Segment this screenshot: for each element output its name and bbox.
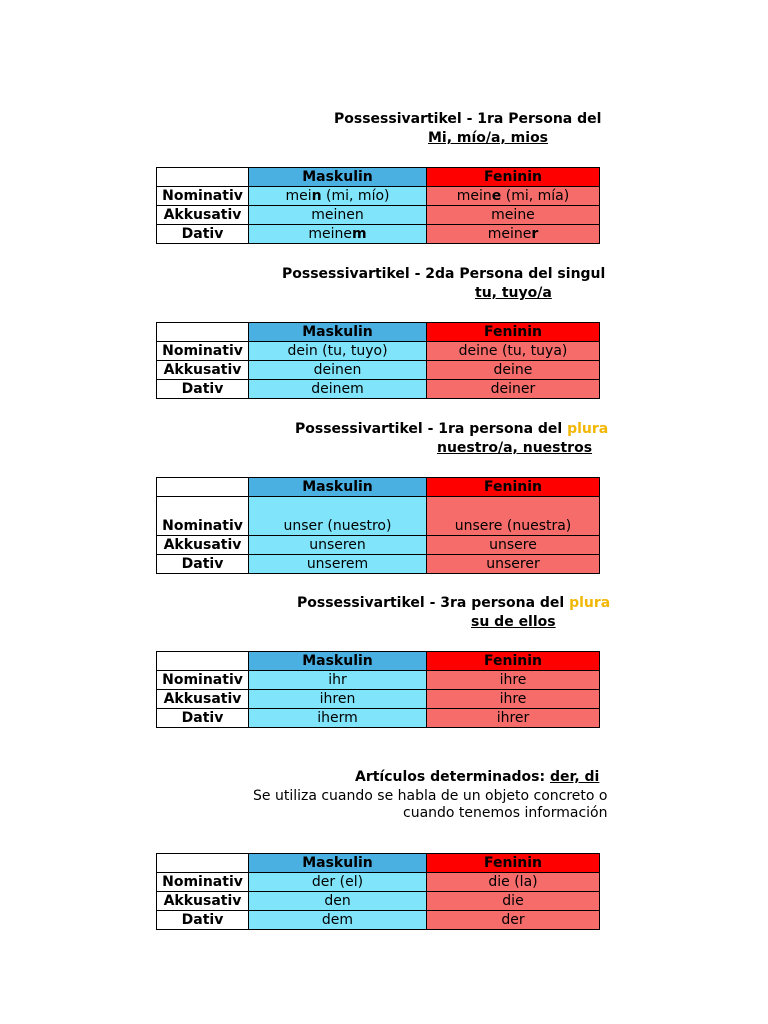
fem-cell: ihre xyxy=(427,671,600,690)
section-subtitle xyxy=(471,613,556,631)
fem-cell: die xyxy=(427,892,600,911)
table-row xyxy=(157,911,600,930)
masc-cell: mein (mi, mío) xyxy=(249,187,427,206)
fem-cell: deine (tu, tuya) xyxy=(427,342,600,361)
fem-cell: unsere (nuestra) xyxy=(427,497,600,536)
section-title xyxy=(355,768,599,786)
title-highlight: plura xyxy=(569,595,611,611)
table-row xyxy=(157,206,600,225)
declension-table-4 xyxy=(156,651,600,728)
case-label: Dativ xyxy=(157,225,249,244)
description-line-1: Se utiliza cuando se habla de un objeto concreto o xyxy=(253,788,608,804)
fem-header: Feninin xyxy=(427,652,600,671)
fem-cell: deine xyxy=(427,361,600,380)
header-row xyxy=(157,854,600,873)
section-subtitle xyxy=(437,439,592,457)
fem-cell: unsere xyxy=(427,536,600,555)
masc-header: Maskulin xyxy=(249,854,427,873)
corner-cell xyxy=(157,323,249,342)
table-row xyxy=(157,187,600,206)
table-row xyxy=(157,342,600,361)
title-underlined: der, di xyxy=(549,769,600,785)
fem-cell: ihre xyxy=(427,690,600,709)
table-row xyxy=(157,361,600,380)
declension-table-1 xyxy=(156,167,600,244)
subtitle-text: nuestro/a, nuestros xyxy=(437,440,593,456)
fem-header: Feninin xyxy=(427,323,600,342)
section-title xyxy=(282,265,605,283)
section-subtitle xyxy=(475,284,552,302)
header-row xyxy=(157,323,600,342)
title-text: Artículos determinados: xyxy=(355,769,550,785)
masc-cell: meinen xyxy=(249,206,427,225)
title-text: Possessivartikel - 1ra Persona del xyxy=(334,111,602,127)
fem-cell: meine xyxy=(427,206,600,225)
table-row xyxy=(157,497,600,536)
masc-cell: dem xyxy=(249,911,427,930)
table-row xyxy=(157,690,600,709)
case-label: Nominativ xyxy=(157,671,249,690)
masc-header: Maskulin xyxy=(249,168,427,187)
corner-cell xyxy=(157,652,249,671)
corner-cell xyxy=(157,478,249,497)
fem-header: Feninin xyxy=(427,478,600,497)
masc-cell: meinem xyxy=(249,225,427,244)
masc-cell: unser (nuestro) xyxy=(249,497,427,536)
masc-cell: dein (tu, tuyo) xyxy=(249,342,427,361)
subtitle-text: su de ellos xyxy=(471,614,556,630)
case-label: Dativ xyxy=(157,555,249,574)
masc-cell: deinem xyxy=(249,380,427,399)
masc-cell: deinen xyxy=(249,361,427,380)
title-text: Possessivartikel - 1ra persona del xyxy=(295,421,568,437)
title-highlight: plura xyxy=(567,421,609,437)
corner-cell xyxy=(157,854,249,873)
masc-cell: unserem xyxy=(249,555,427,574)
case-label: Nominativ xyxy=(157,187,249,206)
declension-table-3 xyxy=(156,477,600,574)
table-row xyxy=(157,671,600,690)
case-label: Nominativ xyxy=(157,342,249,361)
masc-cell: iherm xyxy=(249,709,427,728)
corner-cell xyxy=(157,168,249,187)
fem-cell: der xyxy=(427,911,600,930)
case-label: Nominativ xyxy=(157,873,249,892)
subtitle-text: Mi, mío/a, mios xyxy=(428,130,549,146)
table-row xyxy=(157,709,600,728)
header-row xyxy=(157,168,600,187)
case-label: Akkusativ xyxy=(157,361,249,380)
table-row xyxy=(157,873,600,892)
masc-cell: der (el) xyxy=(249,873,427,892)
subtitle-text: tu, tuyo/a xyxy=(475,285,552,301)
header-row xyxy=(157,652,600,671)
header-row xyxy=(157,478,600,497)
fem-cell: meiner xyxy=(427,225,600,244)
masc-cell: ihr xyxy=(249,671,427,690)
fem-cell: unserer xyxy=(427,555,600,574)
masc-header: Maskulin xyxy=(249,478,427,497)
section-title xyxy=(297,594,610,612)
case-label: Dativ xyxy=(157,911,249,930)
title-text: Possessivartikel - 3ra persona del xyxy=(297,595,570,611)
description-line-2: cuando tenemos información xyxy=(403,805,608,821)
table-row xyxy=(157,536,600,555)
case-label: Akkusativ xyxy=(157,206,249,225)
case-label: Dativ xyxy=(157,380,249,399)
table-row xyxy=(157,225,600,244)
declension-table-2 xyxy=(156,322,600,399)
masc-header: Maskulin xyxy=(249,652,427,671)
fem-header: Feninin xyxy=(427,168,600,187)
fem-cell: die (la) xyxy=(427,873,600,892)
case-label: Nominativ xyxy=(157,497,249,536)
table-row xyxy=(157,555,600,574)
masc-cell: unseren xyxy=(249,536,427,555)
case-label: Akkusativ xyxy=(157,690,249,709)
masc-cell: den xyxy=(249,892,427,911)
article-table xyxy=(156,853,600,930)
fem-header: Feninin xyxy=(427,854,600,873)
section-title xyxy=(295,420,608,438)
fem-cell: deiner xyxy=(427,380,600,399)
table-row xyxy=(157,892,600,911)
section-subtitle xyxy=(428,129,548,147)
title-text: Possessivartikel - 2da Persona del singul xyxy=(282,266,606,282)
fem-cell: meine (mi, mía) xyxy=(427,187,600,206)
section-title xyxy=(334,110,601,128)
case-label: Dativ xyxy=(157,709,249,728)
fem-cell: ihrer xyxy=(427,709,600,728)
case-label: Akkusativ xyxy=(157,536,249,555)
masc-header: Maskulin xyxy=(249,323,427,342)
table-row xyxy=(157,380,600,399)
case-label: Akkusativ xyxy=(157,892,249,911)
masc-cell: ihren xyxy=(249,690,427,709)
